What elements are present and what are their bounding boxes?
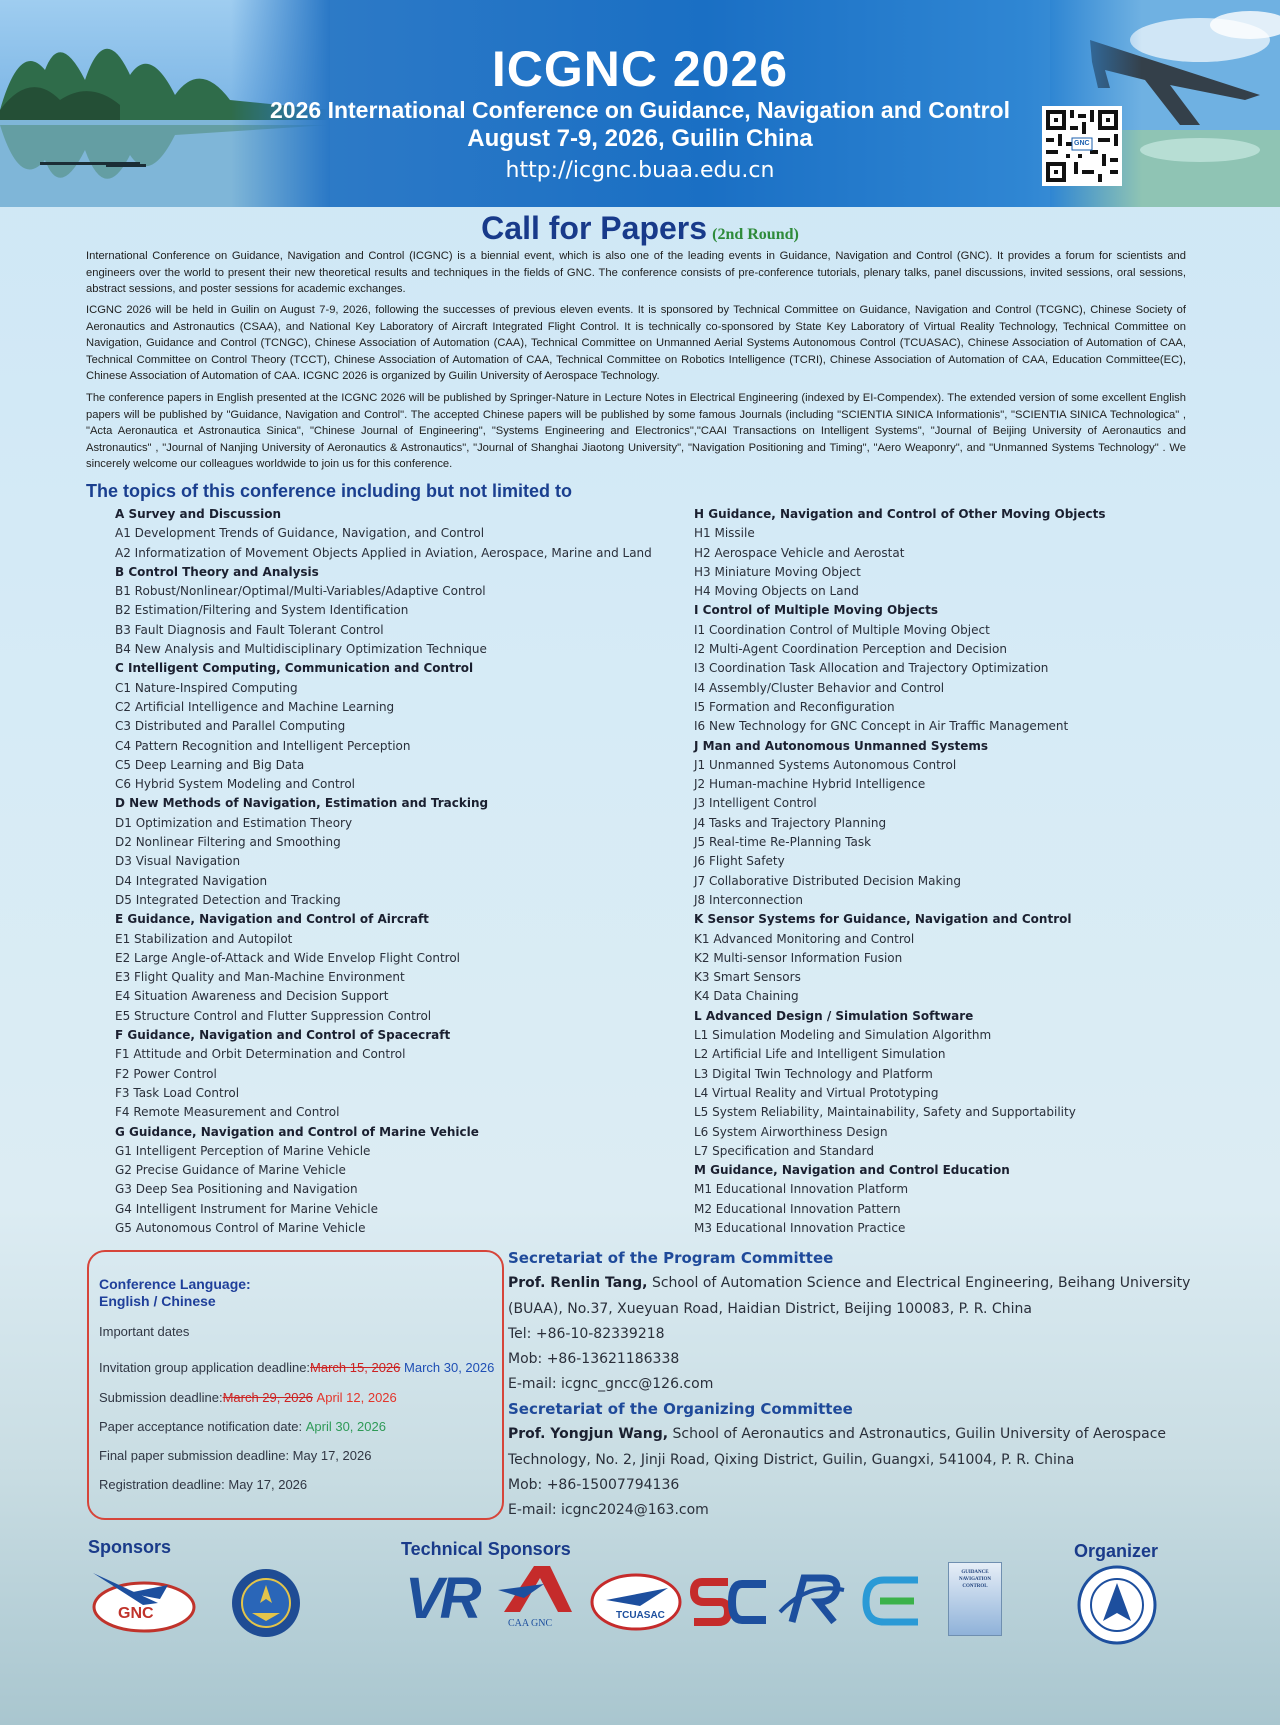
intro-paragraph-3: The conference papers in English presented at the ICGNC 2026 will be published by Springer-Nature in Lecture Notes in Electrical Engineering (indexed by EI-Compendex). The extended version of some excellent English papers will be published by "Guidance, Navigation and Control". The accepted Chinese papers will be published by some famous Journals (including "SCIENTIA SINICA Informationis", "SCIENTIA SINICA Technologica" , "Acta Aeronautica et Astronautica Sinica", "Chinese Journal of Engineering", "Systems Engineering and Electronics","CAAI Transactions on Intelligent Systems", "Journal of Beijing University of Aeronautics and Astronautics" , "Journal of Nanjing University of Aeronautics & Astronautics", "Journal of Shanghai Jiaotong University", "Navigation Positioning and Timing", "Aero Weaponry", and "Unmanned Systems Technology" . We sincerely welcome our colleagues worldwide to join us for this conference.: [86, 392, 1186, 471]
language-value: English / Chinese: [99, 1293, 216, 1309]
organizing-address-1: School of Aeronautics and Astronautics, Guilin University of Aerospace: [672, 1426, 1167, 1443]
topic-item: B4 New Analysis and Multidisciplinary Optimization Technique: [115, 642, 487, 657]
topic-item: L7 Specification and Standard: [694, 1143, 874, 1158]
topic-item: B2 Estimation/Filtering and System Identification: [115, 603, 409, 618]
topic-item: C4 Pattern Recognition and Intelligent Perception: [115, 738, 411, 753]
program-committee-secretariat: [508, 1246, 1208, 1398]
invitation-new-date: March 30, 2026: [404, 1360, 495, 1375]
topic-item: C6 Hybrid System Modeling and Control: [115, 777, 355, 792]
topic-item: I2 Multi-Agent Coordination Perception and Decision: [694, 642, 1007, 657]
tcri-logo: [778, 1572, 848, 1634]
topic-item: E1 Stabilization and Autopilot: [115, 931, 293, 946]
topics-left-column: [115, 505, 652, 1238]
important-dates-label: Important dates: [99, 1324, 190, 1339]
topic-item: J3 Intelligent Control: [694, 796, 817, 811]
intro-paragraph-2: ICGNC 2026 will be held in Guilin on August 7-9, 2026, following the successes of previous eleven events. It is sponsored by Technical Committee on Guidance, Navigation and Control (TCGNC), Chinese Society of Aeronautics and Astronautics (CSAA), and National Key Laboratory of Aircraft Integrated Flight Control. It is technically co-sponsored by State Key Laboratory of Virtual Reality Technology, Technical Committee on Navigation, Guidance and Control (TCNGC), Chinese Association of Automation (CAA), Technical Committee on Unmanned Aerial Systems Autonomous Control (TCUASAC), Chinese Association of Automation of CAA, Technical Committee on Control Theory (TCCT), Chinese Association of Automation of CAA, Technical Committee on Robotics Intelligence (TCRI), Chinese Association of Automation of CAA, Education Committee(EC), Chinese Association of Automation of CAA. ICGNC 2026 is organized by Guilin University of Aerospace Technology.: [86, 304, 1186, 383]
topic-item: L5 System Reliability, Maintainability, Safety and Supportability: [694, 1105, 1076, 1120]
organizing-address-2: Technology, No. 2, Jinji Road, Qixing District, Guilin, Guangxi, 541004, P. R. China: [508, 1451, 1075, 1468]
topic-category: E Guidance, Navigation and Control of Aircraft: [115, 912, 429, 927]
topic-item: J8 Interconnection: [694, 892, 804, 907]
topic-item: J5 Real-time Re-Planning Task: [694, 835, 872, 850]
topic-item: E5 Structure Control and Flutter Suppression Control: [115, 1008, 432, 1023]
topic-item: E3 Flight Quality and Man-Machine Environment: [115, 970, 405, 985]
topic-item: G4 Intelligent Instrument for Marine Vehicle: [115, 1201, 378, 1216]
topic-category: A Survey and Discussion: [115, 507, 281, 521]
topic-item: K3 Smart Sensors: [694, 970, 801, 985]
acceptance-label: Paper acceptance notification date:: [99, 1419, 303, 1434]
cfp-round: (2nd Round): [712, 226, 799, 243]
tcuasac-logo-text: TCUASAC: [616, 1610, 665, 1621]
topic-item: I4 Assembly/Cluster Behavior and Control: [694, 680, 945, 695]
program-contact-name: Prof. Renlin Tang,: [508, 1275, 648, 1292]
final-paper-deadline: Final paper submission deadline: May 17, 2026: [99, 1448, 372, 1463]
program-contact-line-1: [508, 1271, 1208, 1296]
topic-item: H4 Moving Objects on Land: [694, 584, 859, 599]
topic-item: L2 Artificial Life and Intelligent Simulation: [694, 1047, 946, 1062]
registration-deadline: Registration deadline: May 17, 2026: [99, 1477, 308, 1492]
topic-item: C5 Deep Learning and Big Data: [115, 757, 305, 772]
topic-item: C1 Nature-Inspired Computing: [115, 680, 298, 695]
important-dates-box: [87, 1250, 504, 1520]
topic-item: L1 Simulation Modeling and Simulation Algorithm: [694, 1028, 992, 1043]
organizer-label: Organizer: [1074, 1541, 1159, 1561]
conference-date-place: August 7-9, 2026, Guilin China: [467, 125, 813, 152]
journal-cover-text: GUIDANCE NAVIGATION CONTROL: [958, 1570, 992, 1589]
program-address-1: School of Automation Science and Electrical Engineering, Beihang University: [651, 1275, 1191, 1292]
cfp-title: Call for Papers: [481, 210, 708, 246]
invitation-deadline-label: Invitation group application deadline:: [99, 1360, 311, 1375]
submission-old-date: March 29, 2026: [222, 1390, 313, 1405]
header-banner: [0, 0, 1280, 207]
topic-item: F1 Attitude and Orbit Determination and Control: [115, 1047, 406, 1062]
conference-subtitle: 2026 International Conference on Guidance, Navigation and Control: [270, 97, 1010, 123]
qr-center-label: GNC: [1074, 140, 1090, 147]
topic-item: B1 Robust/Nonlinear/Optimal/Multi-Variables/Adaptive Control: [115, 584, 486, 599]
program-committee-heading: Secretariat of the Program Committee: [508, 1249, 834, 1267]
qr-code-icon[interactable]: [1042, 106, 1122, 186]
topic-item: G2 Precise Guidance of Marine Vehicle: [115, 1163, 346, 1178]
topic-category: J Man and Autonomous Unmanned Systems: [694, 738, 989, 753]
conference-url[interactable]: http://icgnc.buaa.edu.cn: [505, 158, 775, 183]
topic-item: L4 Virtual Reality and Virtual Prototyping: [694, 1085, 939, 1100]
topic-item: L6 System Airworthiness Design: [694, 1124, 888, 1139]
tcct-logo: [690, 1574, 770, 1634]
topic-item: I6 New Technology for GNC Concept in Air Traffic Management: [694, 719, 1069, 734]
topic-item: C3 Distributed and Parallel Computing: [115, 719, 346, 734]
conference-title: ICGNC 2026: [491, 41, 789, 97]
caa-gnc-logo: [494, 1562, 580, 1634]
topic-item: K4 Data Chaining: [694, 989, 799, 1004]
topic-category: K Sensor Systems for Guidance, Navigation and Control: [694, 912, 1072, 927]
topic-category: G Guidance, Navigation and Control of Marine Vehicle: [115, 1124, 479, 1139]
topic-item: E2 Large Angle-of-Attack and Wide Envelop Flight Control: [115, 950, 461, 965]
organizing-email[interactable]: E-mail: icgnc2024@163.com: [508, 1502, 709, 1519]
vr-logo-text: VR: [405, 1566, 478, 1631]
topic-category: I Control of Multiple Moving Objects: [694, 603, 939, 618]
gnc-logo-text: GNC: [118, 1605, 154, 1622]
topic-item: J2 Human-machine Hybrid Intelligence: [694, 777, 926, 792]
gnc-journal-cover: [948, 1562, 1002, 1636]
submission-deadline-label: Submission deadline:: [99, 1390, 223, 1405]
topic-item: H3 Miniature Moving Object: [694, 564, 861, 579]
topic-item: H1 Missile: [694, 526, 755, 541]
topics-right-column: [694, 505, 1106, 1238]
organizing-committee-secretariat: [508, 1397, 1208, 1523]
topic-item: D3 Visual Navigation: [115, 854, 241, 869]
program-email[interactable]: E-mail: icgnc_gncc@126.com: [508, 1376, 714, 1393]
topic-item: I1 Coordination Control of Multiple Moving Object: [694, 622, 990, 637]
gnc-logo: [88, 1565, 196, 1635]
technical-sponsors-label: Technical Sponsors: [401, 1539, 571, 1559]
organizing-contact-name: Prof. Yongjun Wang,: [508, 1426, 669, 1443]
submission-new-date: April 12, 2026: [316, 1390, 397, 1405]
topic-item: M1 Educational Innovation Platform: [694, 1182, 909, 1197]
caa-logo-text: CAA GNC: [508, 1618, 553, 1629]
acceptance-date: April 30, 2026: [305, 1419, 386, 1434]
topic-item: M3 Educational Innovation Practice: [694, 1220, 906, 1235]
call-for-papers-heading: [0, 210, 1280, 247]
organizing-contact-line-1: [508, 1422, 1208, 1447]
topic-category: D New Methods of Navigation, Estimation and Tracking: [115, 796, 489, 811]
education-committee-logo: [858, 1572, 930, 1634]
submission-deadline: [99, 1390, 397, 1405]
topic-item: F2 Power Control: [115, 1066, 217, 1081]
organizing-committee-heading: Secretariat of the Organizing Committee: [508, 1400, 853, 1418]
topic-category: H Guidance, Navigation and Control of Other Moving Objects: [694, 507, 1106, 521]
topic-item: A2 Informatization of Movement Objects Applied in Aviation, Aerospace, Marine and Land: [115, 545, 652, 560]
topic-item: H2 Aerospace Vehicle and Aerostat: [694, 545, 905, 560]
topic-item: D4 Integrated Navigation: [115, 873, 268, 888]
topic-category: L Advanced Design / Simulation Software: [694, 1008, 974, 1023]
topic-item: K2 Multi-sensor Information Fusion: [694, 950, 903, 965]
topic-item: D1 Optimization and Estimation Theory: [115, 815, 353, 830]
topic-item: M2 Educational Innovation Pattern: [694, 1201, 901, 1216]
organizing-mobile: Mob: +86-15007794136: [508, 1476, 680, 1493]
intro-paragraph-1: International Conference on Guidance, Navigation and Control (ICGNC) is a biennial event, which is also one of the leading events in Guidance, Navigation and Control (GNC). It provides a forum for scientists and engineers over the world to present their new theoretical results and techniques in the fields of GNC. The conference consists of pre-conference tutorials, plenary talks, panel discussions, invited sessions, oral sessions, abstract sessions, and poster sessions for academic exchanges.: [86, 250, 1186, 296]
topic-item: J1 Unmanned Systems Autonomous Control: [694, 757, 957, 772]
topic-category: F Guidance, Navigation and Control of Spacecraft: [115, 1028, 451, 1043]
conference-language: [99, 1276, 251, 1310]
topic-item: G5 Autonomous Control of Marine Vehicle: [115, 1220, 366, 1235]
invitation-old-date: March 15, 2026: [310, 1360, 401, 1375]
topic-item: C2 Artificial Intelligence and Machine Learning: [115, 699, 395, 714]
program-tel: Tel: +86-10-82339218: [508, 1325, 665, 1342]
topic-item: J6 Flight Safety: [694, 854, 785, 869]
topic-item: G3 Deep Sea Positioning and Navigation: [115, 1182, 358, 1197]
topic-item: F3 Task Load Control: [115, 1085, 240, 1100]
topic-category: B Control Theory and Analysis: [115, 564, 319, 579]
language-label: Conference Language:: [99, 1276, 251, 1292]
topic-category: M Guidance, Navigation and Control Education: [694, 1163, 1010, 1178]
guat-organizer-logo: [1077, 1565, 1157, 1649]
sponsors-label: Sponsors: [88, 1537, 172, 1557]
topic-item: G1 Intelligent Perception of Marine Vehicle: [115, 1143, 371, 1158]
topic-item: F4 Remote Measurement and Control: [115, 1105, 340, 1120]
topic-item: A1 Development Trends of Guidance, Navigation, and Control: [115, 526, 485, 541]
tcuasac-logo: [590, 1572, 682, 1632]
vr-lab-logo: [405, 1565, 478, 1632]
topic-item: L3 Digital Twin Technology and Platform: [694, 1066, 933, 1081]
acceptance-notification: [99, 1419, 386, 1434]
topic-item: J4 Tasks and Trajectory Planning: [694, 815, 887, 830]
topic-category: C Intelligent Computing, Communication and Control: [115, 661, 474, 676]
program-address-2: (BUAA), No.37, Xueyuan Road, Haidian District, Beijing 100083, P. R. China: [508, 1300, 1032, 1317]
csaa-logo: [230, 1567, 302, 1643]
topics-heading: The topics of this conference including but not limited to: [86, 481, 572, 501]
topic-item: D2 Nonlinear Filtering and Smoothing: [115, 835, 341, 850]
topic-item: I5 Formation and Reconfiguration: [694, 699, 895, 714]
topic-item: K1 Advanced Monitoring and Control: [694, 931, 915, 946]
topic-item: E4 Situation Awareness and Decision Support: [115, 989, 389, 1004]
program-mobile: Mob: +86-13621186338: [508, 1351, 680, 1368]
topic-item: B3 Fault Diagnosis and Fault Tolerant Control: [115, 622, 384, 637]
topic-item: D5 Integrated Detection and Tracking: [115, 892, 341, 907]
topic-item: I3 Coordination Task Allocation and Trajectory Optimization: [694, 661, 1049, 676]
invitation-deadline: [99, 1360, 494, 1375]
topic-item: J7 Collaborative Distributed Decision Making: [694, 873, 961, 888]
